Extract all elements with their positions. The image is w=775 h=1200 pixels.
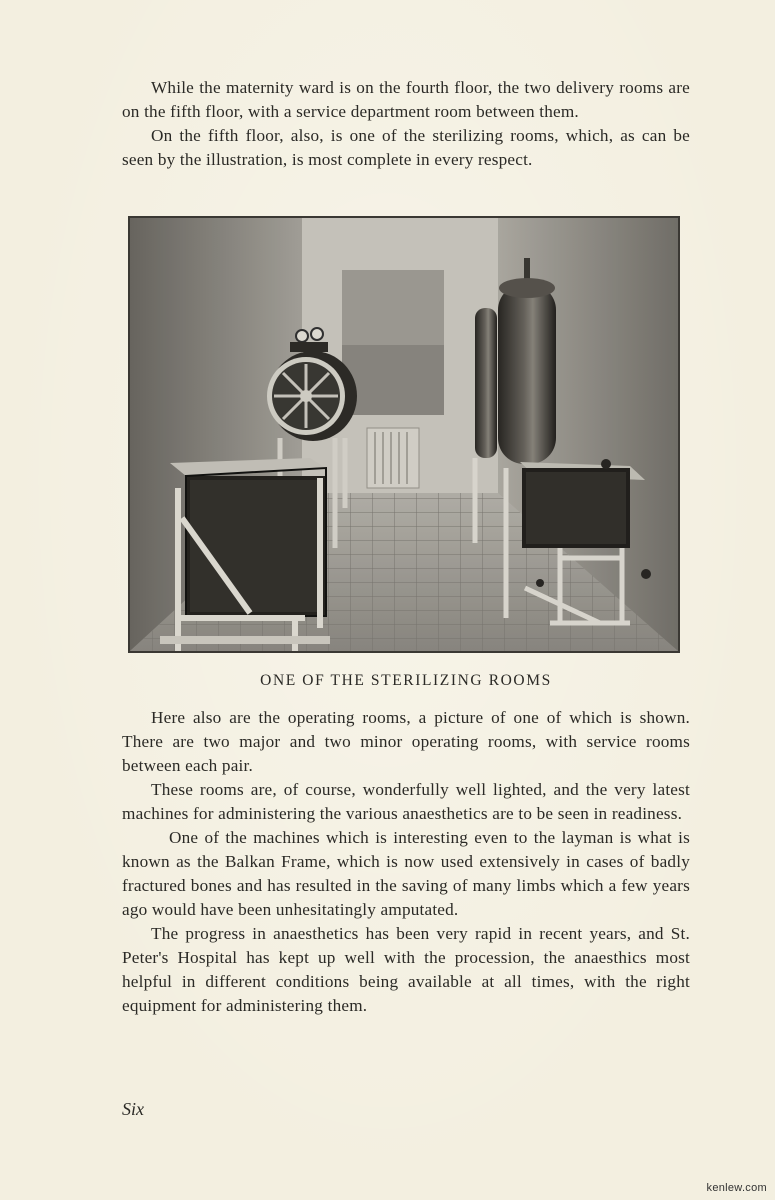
watermark: kenlew.com [706, 1182, 767, 1194]
intro-text [122, 76, 690, 172]
paragraph: Here also are the operating rooms, a picture of one of which is shown. There are two major and two minor operating rooms, with service rooms between each pair. [122, 708, 690, 775]
figure-caption: ONE OF THE STERILIZING ROOMS [260, 672, 552, 689]
paragraph: One of the machines which is interesting even to the layman is what is known as the Balkan Frame, which is now used extensively in cases of badly fractured bones and has resulted in the saving of many limbs which a few years ago would have been unhesitatingly amputated. [122, 828, 690, 919]
page-number: Six [122, 1099, 144, 1119]
paragraph: While the maternity ward is on the fourth floor, the two delivery rooms are on the fifth floor, with a service department room between them. [122, 78, 690, 121]
sterilizing-room-photo [128, 216, 680, 653]
paragraph: On the fifth floor, also, is one of the sterilizing rooms, which, as can be seen by the illustration, is most complete in every respect. [122, 126, 690, 169]
paragraph: The progress in anaesthetics has been very rapid in recent years, and St. Peter's Hospital has kept up well with the procession, the anaesthics most helpful in different conditions being available at all times, with the right equipment for administering them. [122, 924, 690, 1015]
body-text [122, 706, 690, 1018]
paragraph: These rooms are, of course, wonderfully well lighted, and the very latest machines for administering the various anaesthetics are to be seen in readiness. [122, 780, 690, 823]
